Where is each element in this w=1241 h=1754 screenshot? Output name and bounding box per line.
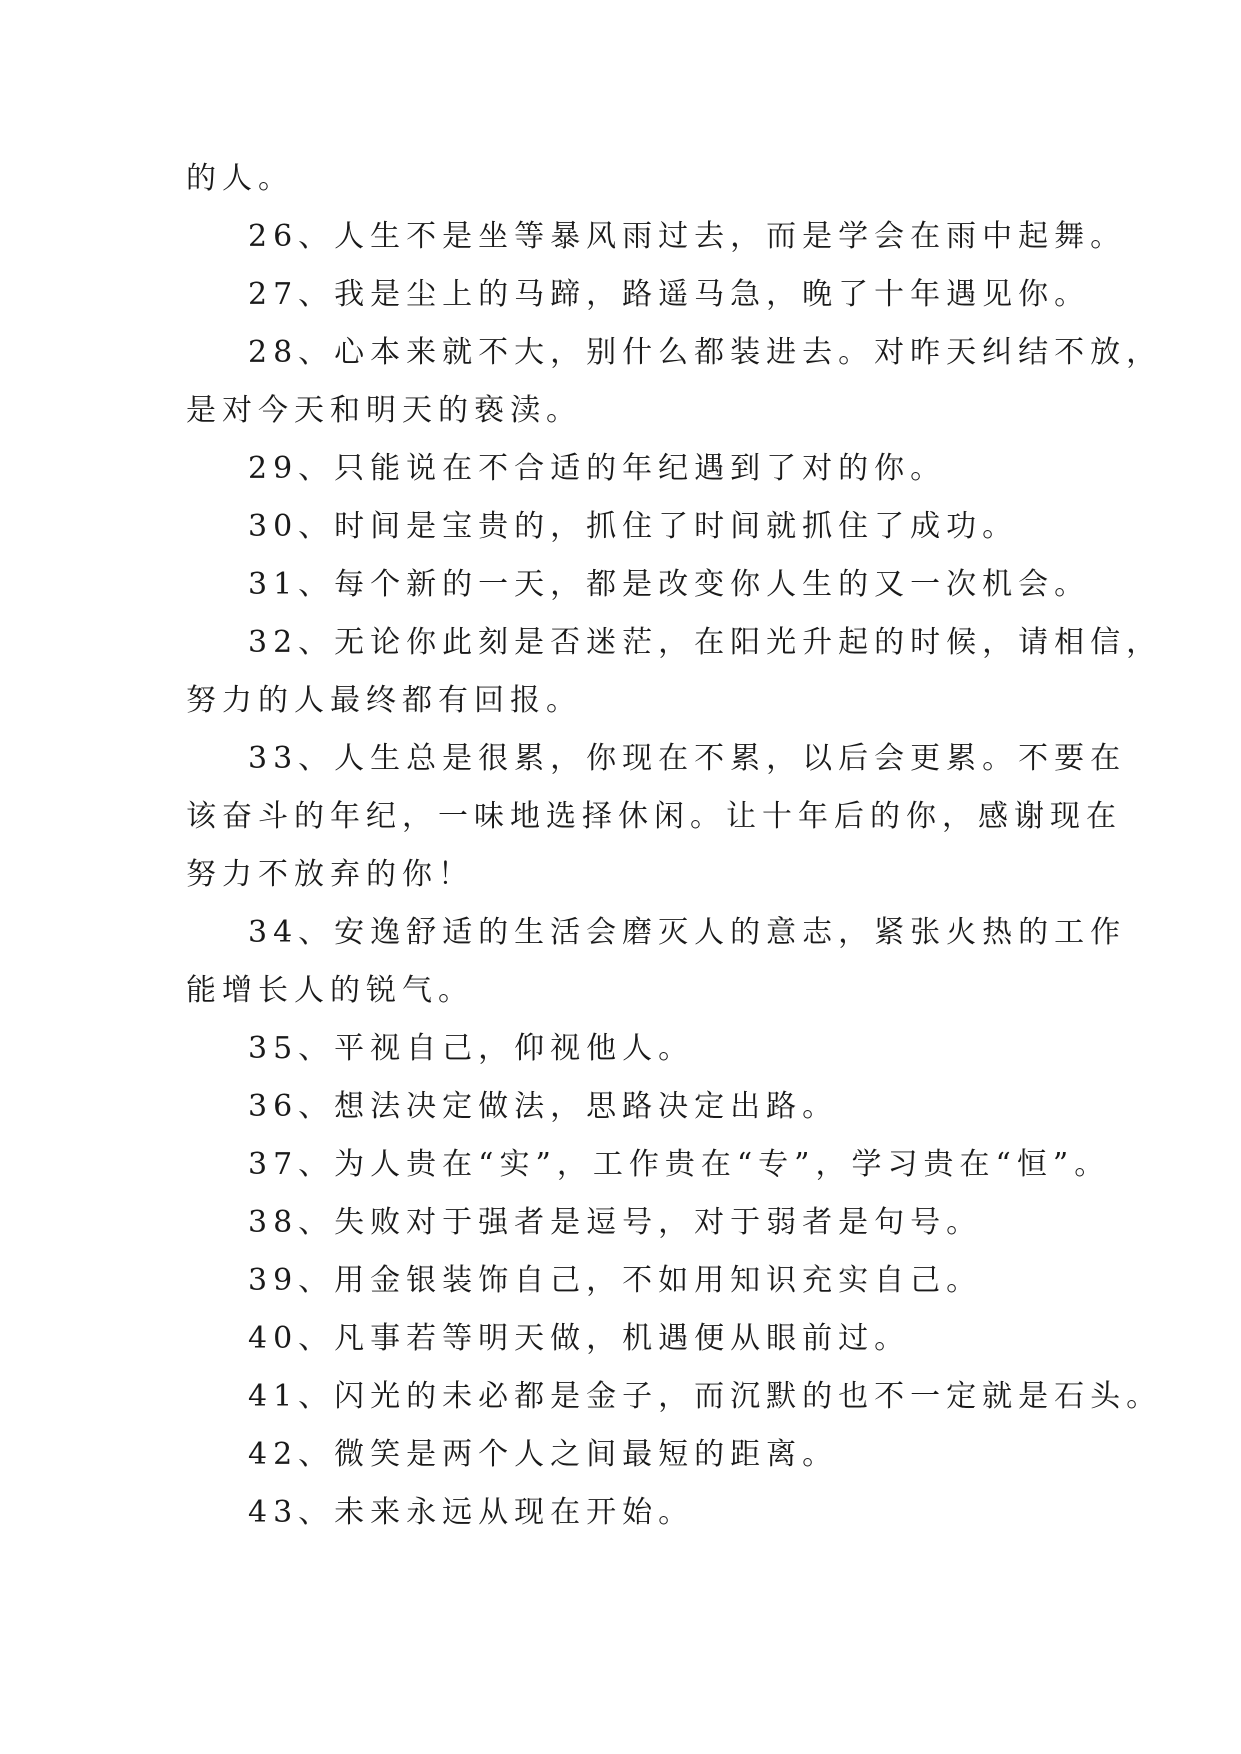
quote-line-30: 30、时间是宝贵的，抓住了时间就抓住了成功。 bbox=[248, 509, 1019, 544]
text-line: 努力的人最终都有回报。 bbox=[186, 683, 582, 718]
quote-line-32: 32、无论你此刻是否迷茫，在阳光升起的时候，请相信， bbox=[248, 625, 1163, 660]
quote-line-36: 36、想法决定做法，思路决定出路。 bbox=[248, 1089, 839, 1124]
quote-line-40: 40、凡事若等明天做，机遇便从眼前过。 bbox=[248, 1321, 911, 1356]
quote-line-33: 33、人生总是很累，你现在不累，以后会更累。不要在 bbox=[248, 741, 1127, 776]
text-line: 是对今天和明天的亵渎。 bbox=[186, 393, 582, 428]
quote-line-37: 37、为人贵在“实”，工作贵在“专”，学习贵在“恒”。 bbox=[248, 1147, 1111, 1182]
quote-line-27: 27、我是尘上的马蹄，路遥马急，晚了十年遇见你。 bbox=[248, 277, 1091, 312]
document-body bbox=[186, 150, 1163, 1542]
quote-line-41: 41、闪光的未必都是金子，而沉默的也不一定就是石头。 bbox=[248, 1379, 1163, 1414]
text-line: 努力不放弃的你！ bbox=[186, 857, 474, 892]
quote-line-39: 39、用金银装饰自己，不如用知识充实自己。 bbox=[248, 1263, 983, 1298]
quote-line-35: 35、平视自己，仰视他人。 bbox=[248, 1031, 695, 1066]
text-line: 该奋斗的年纪，一味地选择休闲。让十年后的你，感谢现在 bbox=[186, 799, 1122, 834]
quote-line-34: 34、安逸舒适的生活会磨灭人的意志，紧张火热的工作 bbox=[248, 915, 1127, 950]
quote-line-38: 38、失败对于强者是逗号，对于弱者是句号。 bbox=[248, 1205, 983, 1240]
quote-line-31: 31、每个新的一天，都是改变你人生的又一次机会。 bbox=[248, 567, 1091, 602]
quote-line-28: 28、心本来就不大，别什么都装进去。对昨天纠结不放， bbox=[248, 335, 1163, 370]
text-line: 能增长人的锐气。 bbox=[186, 973, 474, 1008]
quote-line-26: 26、人生不是坐等暴风雨过去，而是学会在雨中起舞。 bbox=[248, 219, 1127, 254]
quote-line-42: 42、微笑是两个人之间最短的距离。 bbox=[248, 1437, 839, 1472]
quote-line-43: 43、未来永远从现在开始。 bbox=[248, 1495, 695, 1530]
text-line: 的人。 bbox=[186, 161, 294, 196]
quote-line-29: 29、只能说在不合适的年纪遇到了对的你。 bbox=[248, 451, 947, 486]
